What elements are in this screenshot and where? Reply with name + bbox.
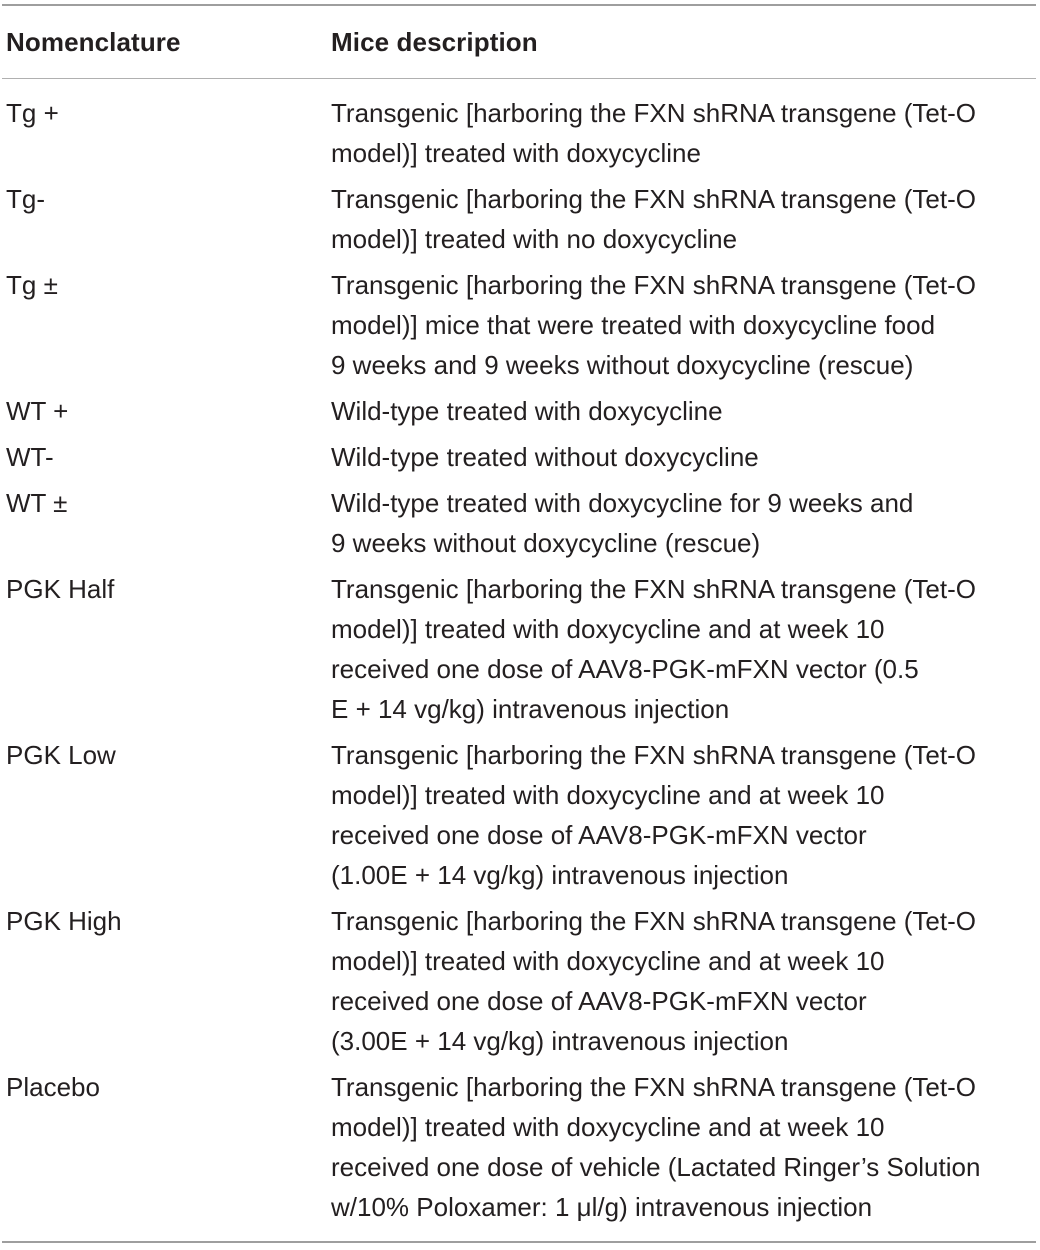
table-row — [0, 1067, 1040, 1227]
row-description: Wild-type treated with doxycycline — [331, 396, 723, 426]
row-nomenclature: WT ± — [6, 488, 68, 518]
table-row — [0, 569, 1040, 729]
row-nomenclature: Tg + — [6, 98, 59, 128]
header-mice-description: Mice description — [331, 26, 538, 57]
table-row — [0, 391, 1040, 431]
table-row — [0, 483, 1040, 563]
row-nomenclature: Tg ± — [6, 270, 58, 300]
row-nomenclature: PGK Low — [6, 740, 116, 770]
row-description: Transgenic [harboring the FXN shRNA transgene (Tet-O model)] treated with doxycycline — [331, 98, 976, 168]
row-nomenclature: PGK Half — [6, 574, 115, 604]
row-description: Transgenic [harboring the FXN shRNA transgene (Tet-O model)] mice that were treated with doxycycline food 9 weeks and 9 weeks without doxycycline (rescue) — [331, 270, 976, 380]
row-description: Transgenic [harboring the FXN shRNA transgene (Tet-O model)] treated with doxycycline and at week 10 received one dose of AAV8-PGK-mFXN vector (1.00E + 14 vg/kg) intravenous injection — [331, 740, 976, 890]
row-nomenclature: Placebo — [6, 1072, 100, 1102]
table-row — [0, 93, 1040, 173]
table-row — [0, 735, 1040, 895]
table-header-row — [0, 6, 1040, 78]
row-description: Wild-type treated without doxycycline — [331, 442, 759, 472]
row-nomenclature: WT + — [6, 396, 69, 426]
table-row — [0, 179, 1040, 259]
header-nomenclature: Nomenclature — [6, 26, 181, 57]
bottom-rule — [2, 1241, 1036, 1243]
row-description: Transgenic [harboring the FXN shRNA transgene (Tet-O model)] treated with doxycycline and at week 10 received one dose of AAV8-PGK-mFXN vector (3.00E + 14 vg/kg) intravenous injection — [331, 906, 976, 1056]
row-nomenclature: WT- — [6, 442, 54, 472]
table-body — [0, 79, 1040, 1241]
table-row — [0, 437, 1040, 477]
row-description: Transgenic [harboring the FXN shRNA transgene (Tet-O model)] treated with doxycycline and at week 10 received one dose of AAV8-PGK-mFXN vector (0.5 E + 14 vg/kg) intravenous injection — [331, 574, 976, 724]
row-nomenclature: Tg- — [6, 184, 45, 214]
row-description: Transgenic [harboring the FXN shRNA transgene (Tet-O model)] treated with doxycycline and at week 10 received one dose of vehicle (Lactated Ringer’s Solution w/10% Poloxamer: 1 μl/g) intravenous injection — [331, 1072, 981, 1222]
row-description: Wild-type treated with doxycycline for 9 weeks and 9 weeks without doxycycline (rescue) — [331, 488, 914, 558]
row-nomenclature: PGK High — [6, 906, 122, 936]
row-description: Transgenic [harboring the FXN shRNA transgene (Tet-O model)] treated with no doxycycline — [331, 184, 976, 254]
table-row — [0, 901, 1040, 1061]
table-row — [0, 265, 1040, 385]
